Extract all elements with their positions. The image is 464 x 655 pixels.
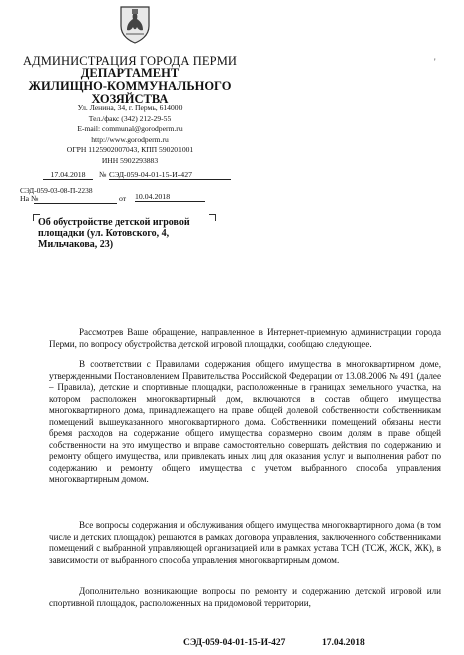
contact-block — [20, 103, 240, 167]
letter-subject: Об обустройстве детской игровой площадки (ул. Котовского, 4, Мильчакова, 23) — [38, 217, 190, 251]
reference-number-label: На № — [20, 194, 39, 203]
reference-number-line — [34, 194, 117, 204]
department-line: ДЕПАРТАМЕНТ — [80, 66, 180, 80]
department-line: ХОЗЯЙСТВА — [91, 92, 169, 107]
incoming-number: СЭД-059-03-08-П-2238 — [20, 186, 93, 195]
email-text: E-mail: communal@gorodperm.ru — [77, 124, 183, 134]
org-name: АДМИНИСТРАЦИЯ ГОРОДА ПЕРМИ — [22, 54, 238, 68]
number-label: № — [99, 170, 107, 179]
coat-of-arms-icon — [118, 4, 152, 44]
ogrn-text: ОГРН 1125902007043, КПП 590201001 — [66, 145, 194, 155]
footer-date: 17.04.2018 — [322, 638, 365, 648]
from-label: от — [119, 194, 127, 203]
body-paragraph: Дополнительно возникающие вопросы по ремонту и содержанию детской игровой или спортивной площадок, расположенных на придомовой территории, — [49, 586, 441, 608]
department-name — [20, 67, 240, 106]
body-paragraph: В соответствии с Правилами содержания общего имущества в многоквартирном доме, утвержденными Постановлением Правительства Российской Федерации от 13.08.2006 № 491 (далее – Правила), детские и спортивные площадки, расположенные в границах земельного участка, на котором расположен многоквартирный дом, включаются в состав общего имущества многоквартирного дома, принадлежащего на праве общей долевой собственности собственникам помещений вышеуказанного многоквартирного дома. Собственники помещений обязаны нести бремя расходов на содержание общего имущества соразмерно своим долям в праве общей собственности на это имущество и вправе самостоятельно совершать действия по содержанию и ремонту общего имущества, или привлекать иных лиц для оказания услуг и выполнения работ по содержанию и ремонту общего имущества с учетом выбранного способа управления многоквартирным домом. — [49, 359, 441, 484]
body-paragraph: Рассмотрев Ваше обращение, направленное в Интернет-приемную администрации города Перми, по вопросу обустройства детской игровой площадки, сообщаю следующее. — [49, 327, 441, 349]
footer-registration-number: СЭД-059-04-01-15-И-427 — [183, 638, 286, 648]
registration-date: 17.04.2018 — [43, 170, 93, 180]
body-paragraph: Все вопросы содержания и обслуживания общего имущества многоквартирного дома (в том числе и детских площадок) решаются в рамках договора управления, заключенного собственниками помещений с выбранной управляющей организацией или в рамках устава ТСН (ТСЖ, ЖСК, ЖК), в зависимости от выбранного способа управления многоквартирным домом. — [49, 520, 441, 565]
department-line: ЖИЛИЩНО-КОММУНАЛЬНОГО — [28, 79, 232, 94]
website-text: http://www.gorodperm.ru — [91, 134, 169, 144]
address-text: Ул. Ленина, 34, г. Пермь, 614000 — [77, 103, 183, 112]
incoming-date: 10.04.2018 — [135, 192, 205, 202]
phone-text: Тел./факс (342) 212-29-55 — [88, 113, 172, 123]
inn-text: ИНН 5902293883 — [101, 155, 159, 165]
registration-number: СЭД-059-04-01-15-И-427 — [109, 170, 231, 180]
corner-mark: ' — [434, 57, 436, 67]
